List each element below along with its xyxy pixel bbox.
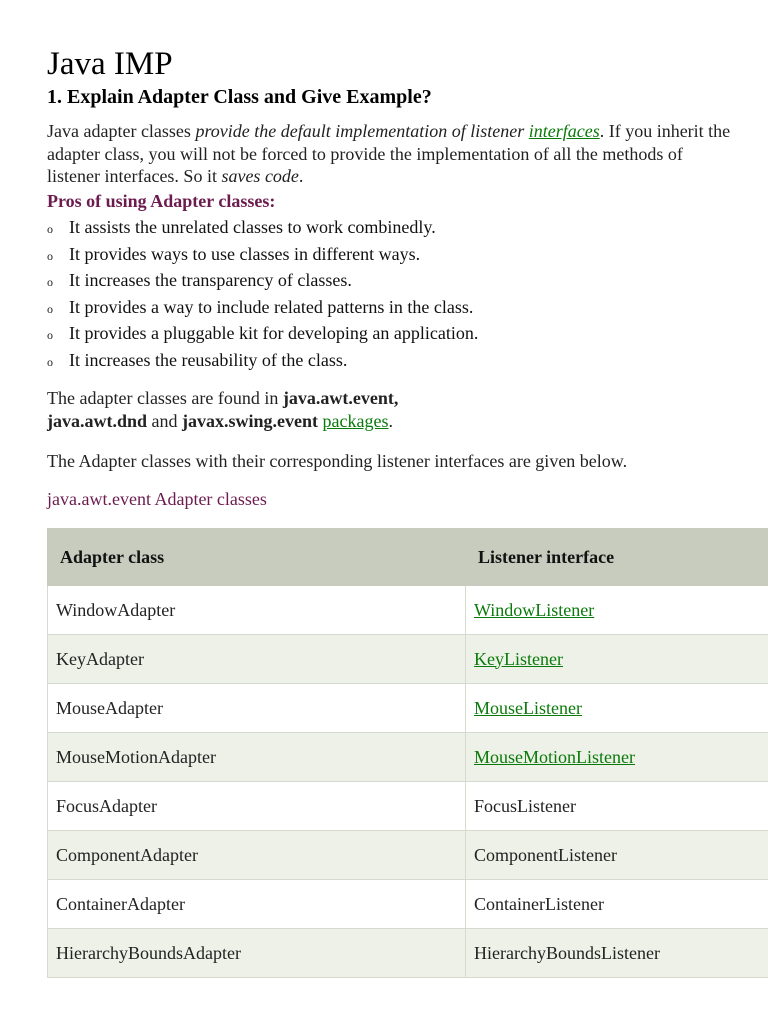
adapter-class-cell: WindowAdapter: [48, 586, 466, 635]
packages-paragraph: [47, 387, 737, 432]
bullet-circle-icon: o: [47, 301, 53, 316]
list-item-text: It increases the reusability of the class.: [69, 349, 348, 370]
package-javax-swing-event: javax.swing.event: [182, 410, 319, 431]
listener-interface-cell: [466, 635, 768, 684]
intro-text-4: .: [298, 166, 304, 186]
listener-interface-cell: ComponentListener: [466, 831, 768, 880]
header-adapter-class: Adapter class: [48, 529, 466, 586]
adapter-class-cell: FocusAdapter: [48, 782, 466, 831]
list-item: [47, 347, 478, 374]
table-row: [48, 733, 768, 782]
list-item: [47, 320, 478, 347]
intro-text-3: . If you inherit the adapter class, you will not be forced to provide the implementation of all the methods of listener interfaces. So it: [47, 121, 731, 186]
list-item-text: It provides ways to use classes in different ways.: [69, 243, 421, 264]
listener-intro-paragraph: The Adapter classes with their corresponding listener interfaces are given below.: [47, 451, 628, 471]
packages-link[interactable]: packages: [322, 410, 389, 431]
listener-interface-cell: ContainerListener: [466, 880, 768, 929]
intro-text-1: Java adapter classes: [47, 121, 196, 141]
table-row: [48, 635, 768, 684]
packages-text-1: The adapter classes are found in: [47, 388, 283, 408]
listener-link[interactable]: WindowListener: [474, 599, 595, 620]
packages-text-2: and: [147, 410, 183, 431]
table-row: [48, 880, 768, 929]
list-item-text: It increases the transparency of classes.: [69, 270, 352, 291]
listener-interface-cell: FocusListener: [466, 782, 768, 831]
interfaces-link[interactable]: interfaces: [528, 121, 600, 141]
list-item: [47, 241, 478, 268]
intro-italic-2: saves code: [221, 166, 299, 186]
listener-interface-cell: [466, 733, 768, 782]
table-row: [48, 929, 768, 978]
list-item: [47, 214, 478, 241]
table-row: [48, 782, 768, 831]
adapter-class-cell: HierarchyBoundsAdapter: [48, 929, 466, 978]
package-java-awt-event: java.awt.event,: [282, 388, 399, 408]
list-item-text: It provides a way to include related patterns in the class.: [69, 296, 474, 317]
pros-heading: Pros of using Adapter classes:: [47, 191, 276, 211]
listener-link[interactable]: MouseMotionListener: [474, 746, 635, 767]
packages-text-4: .: [388, 410, 393, 431]
document-title: Java IMP: [47, 46, 173, 82]
table-caption: java.awt.event Adapter classes: [47, 489, 267, 509]
intro-italic-1: provide the default implementation of listener: [195, 121, 525, 141]
adapter-class-cell: ComponentAdapter: [48, 831, 466, 880]
bullet-circle-icon: o: [47, 248, 53, 263]
listener-interface-cell: [466, 586, 768, 635]
bullet-circle-icon: o: [47, 328, 53, 343]
adapter-table: [47, 528, 768, 978]
adapter-class-cell: ContainerAdapter: [48, 880, 466, 929]
question-heading: 1. Explain Adapter Class and Give Example?: [47, 86, 432, 108]
adapter-class-cell: KeyAdapter: [48, 635, 466, 684]
adapter-class-cell: MouseAdapter: [48, 684, 466, 733]
listener-interface-cell: HierarchyBoundsListener: [466, 929, 768, 978]
list-item-text: It provides a pluggable kit for developing an application.: [69, 323, 479, 344]
bullet-circle-icon: o: [47, 222, 53, 236]
table-row: [48, 684, 768, 733]
table-row: [48, 586, 768, 635]
intro-paragraph: [47, 120, 737, 188]
table-row: [48, 831, 768, 880]
table-header-row: [48, 529, 768, 586]
listener-interface-cell: [466, 684, 768, 733]
bullet-circle-icon: o: [47, 354, 53, 369]
bullet-circle-icon: o: [47, 275, 53, 290]
table-body: [48, 586, 768, 978]
list-item-text: It assists the unrelated classes to work combinedly.: [69, 217, 436, 237]
pros-list: [47, 214, 478, 374]
list-item: [47, 267, 478, 294]
listener-link[interactable]: MouseListener: [474, 697, 582, 718]
header-listener-interface: Listener interface: [466, 529, 768, 586]
listener-link[interactable]: KeyListener: [474, 648, 563, 669]
adapter-class-cell: MouseMotionAdapter: [48, 733, 466, 782]
list-item: [47, 294, 478, 321]
package-java-awt-dnd: java.awt.dnd: [47, 410, 148, 431]
